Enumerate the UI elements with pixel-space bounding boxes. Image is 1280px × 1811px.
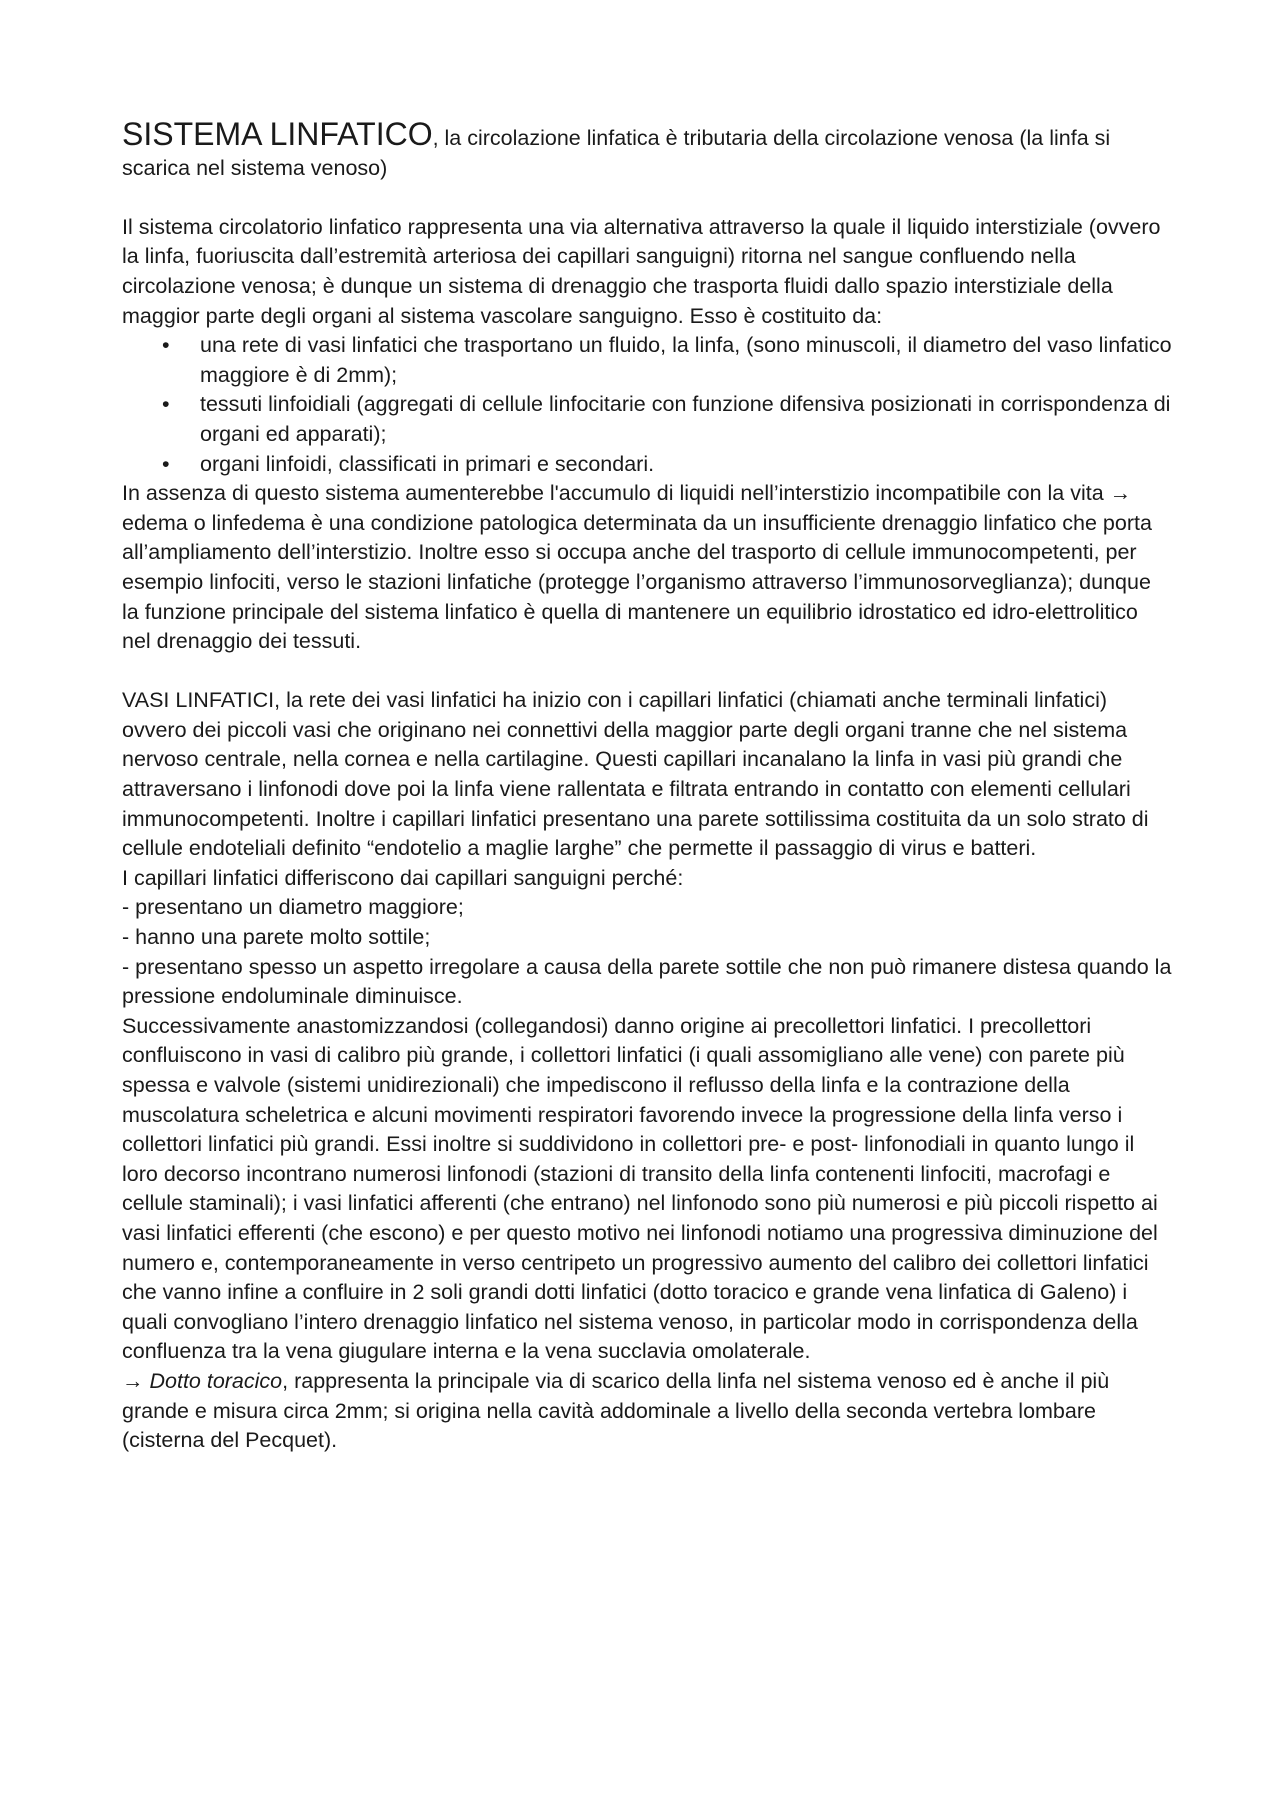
components-list (122, 331, 1172, 479)
paragraph-thoracic-duct (122, 1367, 1172, 1456)
intro-paragraph (122, 116, 1172, 183)
dash-item: - presentano un diametro maggiore; (122, 895, 464, 920)
list-item-text: tessuti linfoidiali (aggregati di cellule linfocitarie con funzione difensiva posizionati in corrispondenza di organi ed apparati); (200, 392, 1171, 446)
list-item (122, 450, 1172, 480)
bullet-icon: • (162, 451, 170, 476)
dash-item: - presentano spesso un aspetto irregolare a causa della parete sottile che non può rimanere distesa quando la pressione endoluminale diminuisce. (122, 954, 1172, 1009)
spacer (122, 183, 1172, 213)
paragraph-collectors: Successivamente anastomizzandosi (collegandosi) danno origine ai precollettori linfatici. I precollettori confluiscono in vasi di calibro più grande, i collettori linfatici (i quali assomigliano alle vene) con parete più spessa e valvole (sistemi unidirezionali) che impediscono il reflusso della linfa e la contrazione della muscolatura scheletrica e alcuni movimenti respiratori favorendo invece la progressione della linfa verso i collettori linfatici più grandi. Essi inoltre si suddividono in collettori pre- e post- linfonodiali in quanto lungo il loro decorso incontrano numerosi linfonodi (stazioni di transito della linfa contenenti linfociti, macrofagi e cellule staminali); i vasi linfatici afferenti (che entrano) nel linfonodo sono più numerosi e più piccoli rispetto ai vasi linfatici efferenti (che escono) e per questo motivo nei linfonodi notiamo una progressiva diminuzione del numero e, contemporaneamente in verso centripeto un progressivo aumento del calibro dei collettori linfatici che vanno infine a confluire in 2 soli grandi dotti linfatici (dotto toracico e grande vena linfatica di Galeno) i quali convogliano l’intero drenaggio linfatico nel sistema venoso, in particolar modo in corrispondenza della confluenza tra la vena giugulare interna e la vena succlavia omolaterale. (122, 1013, 1158, 1364)
document-page (122, 116, 1172, 1456)
paragraph-differences-intro: I capillari linfatici differiscono dai capillari sanguigni perché: (122, 865, 684, 890)
list-item (122, 390, 1172, 449)
spacer (122, 657, 1172, 687)
paragraph-function: In assenza di questo sistema aumenterebbe l'accumulo di liquidi nell’interstizio incompatibile con la vita → edema o linfedema è una condizione patologica determinata da un insufficiente drenaggio linfatico che porta all’ampliamento dell’interstizio. Inoltre esso si occupa anche del trasporto di cellule immunocompetenti, per esempio linfociti, verso le stazioni linfatiche (protegge l’organismo attraverso l’immunosorveglianza); dunque la funzione principale del sistema linfatico è quella di mantenere un equilibrio idrostatico ed idro-elettrolitico nel drenaggio dei tessuti. (122, 481, 1152, 654)
paragraph-lymph-vessels: VASI LINFATICI, la rete dei vasi linfatici ha inizio con i capillari linfatici (chiamati anche terminali linfatici) ovvero dei piccoli vasi che originano nei connettivi della maggior parte degli organi tranne che nel sistema nervoso centrale, nella cornea e nella cartilagine. Questi capillari incanalano la linfa in vasi più grandi che attraversano i linfonodi dove poi la linfa viene rallentata e filtrata entrando in contatto con elementi cellulari immunocompetenti. Inoltre i capillari linfatici presentano una parete sottilissima costituita da un solo strato di cellule endoteliali definito “endotelio a maglie larghe” che permette il passaggio di virus e batteri. (122, 688, 1149, 861)
thoracic-duct-text: , rappresenta la principale via di scarico della linfa nel sistema venoso ed è anche il più grande e misura circa 2mm; si origina nella cavità addominale a livello della seconda vertebra lombare (cisterna del Pecquet). (122, 1368, 1110, 1453)
list-item-text: una rete di vasi linfatici che trasportano un fluido, la linfa, (sono minuscoli, il diametro del vaso linfatico maggiore è di 2mm); (200, 333, 1172, 387)
bullet-icon: • (162, 333, 170, 358)
section-title: SISTEMA LINFATICO (122, 116, 433, 152)
list-item-text: organi linfoidi, classificati in primari e secondari. (200, 451, 655, 476)
arrow-icon: → (122, 1368, 150, 1393)
dash-item: - hanno una parete molto sottile; (122, 925, 431, 950)
paragraph-overview: Il sistema circolatorio linfatico rappresenta una via alternativa attraverso la quale il liquido interstiziale (ovvero la linfa, fuoriuscita dall’estremità arteriosa dei capillari sanguigni) ritorna nel sangue confluendo nella circolazione venosa; è dunque un sistema di drenaggio che trasporta fluidi dallo spazio interstiziale della maggior parte degli organi al sistema vascolare sanguigno. Esso è costituito da: (122, 214, 1161, 328)
term-thoracic-duct: Dotto toracico (149, 1368, 283, 1393)
list-item (122, 331, 1172, 390)
bullet-icon: • (162, 392, 170, 417)
intro-text: , la circolazione linfatica è tributaria della circolazione venosa (la linfa si scarica nel sistema venoso) (122, 126, 1111, 180)
